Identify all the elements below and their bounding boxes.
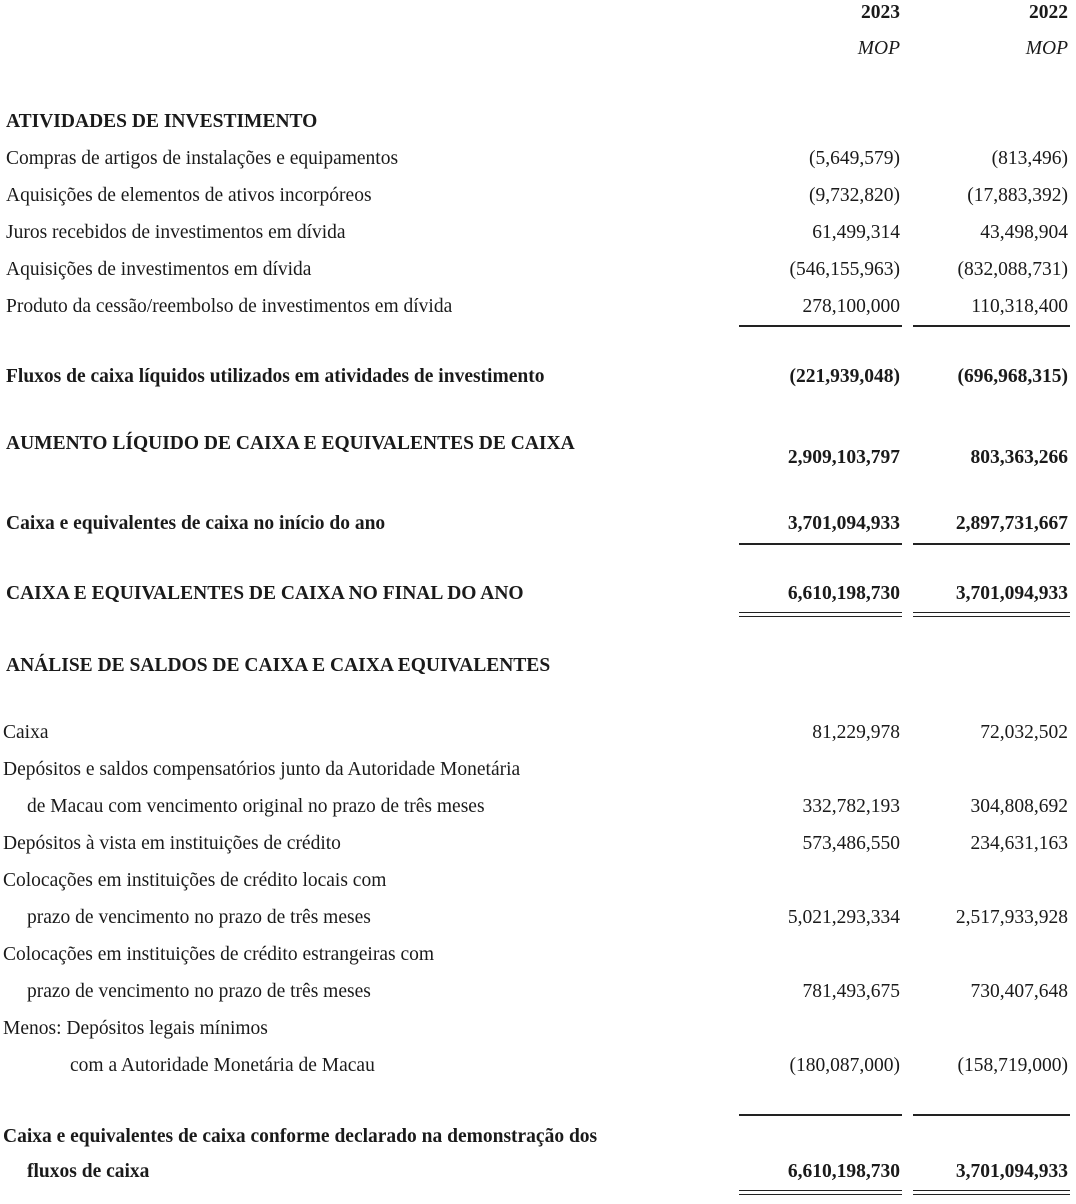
row-value-2023: (5,649,579) bbox=[809, 148, 900, 169]
row-value-2023: 332,782,193 bbox=[802, 796, 900, 817]
row-label: Caixa bbox=[3, 722, 49, 743]
row-value-2023: 61,499,314 bbox=[812, 222, 900, 243]
row-value-2023: 573,486,550 bbox=[802, 833, 900, 854]
subtotal-rule bbox=[913, 543, 1070, 545]
total-2022: 3,701,094,933 bbox=[955, 1161, 1068, 1182]
row-value-2022: 110,318,400 bbox=[971, 296, 1068, 317]
subtotal-rule bbox=[739, 325, 902, 327]
total-double-rule bbox=[739, 1190, 902, 1195]
row-label: Menos: Depósitos legais mínimos bbox=[3, 1018, 268, 1039]
row-value-2023: 5,021,293,334 bbox=[787, 907, 900, 928]
ending-cash-2023: 6,610,198,730 bbox=[787, 583, 900, 604]
row-label: Depósitos à vista em instituições de crédito bbox=[3, 833, 341, 854]
row-value-2022: (832,088,731) bbox=[957, 259, 1068, 280]
total-label-continued: fluxos de caixa bbox=[27, 1161, 150, 1182]
total-double-rule bbox=[913, 1190, 1070, 1195]
subtotal-rule bbox=[739, 1114, 902, 1116]
row-label: Produto da cessão/reembolso de investimentos em dívida bbox=[6, 296, 453, 317]
row-value-2023: (546,155,963) bbox=[789, 259, 900, 280]
row-value-2023: 81,229,978 bbox=[812, 722, 900, 743]
row-value-2023: 781,493,675 bbox=[802, 981, 900, 1002]
row-label: Colocações em instituições de crédito locais com bbox=[3, 870, 387, 891]
row-value-2023: 278,100,000 bbox=[802, 296, 900, 317]
total-double-rule bbox=[913, 612, 1070, 617]
column-header-2023: 2023 bbox=[861, 2, 900, 23]
ending-cash-label: CAIXA E EQUIVALENTES DE CAIXA NO FINAL DO ANO bbox=[6, 583, 524, 604]
total-2023: 6,610,198,730 bbox=[787, 1161, 900, 1182]
row-label-continued: prazo de vencimento no prazo de três meses bbox=[27, 907, 371, 928]
row-value-2022: 72,032,502 bbox=[980, 722, 1068, 743]
currency-2022: MOP bbox=[1025, 38, 1068, 59]
row-value-2023: (180,087,000) bbox=[789, 1055, 900, 1076]
row-value-2022: 2,517,933,928 bbox=[955, 907, 1068, 928]
row-value-2022: 234,631,163 bbox=[970, 833, 1068, 854]
beginning-cash-label: Caixa e equivalentes de caixa no início do ano bbox=[6, 513, 386, 534]
total-label: Caixa e equivalentes de caixa conforme declarado na demonstração dos bbox=[3, 1126, 598, 1147]
row-label: Colocações em instituições de crédito estrangeiras com bbox=[3, 944, 435, 965]
currency-2023: MOP bbox=[857, 38, 900, 59]
total-double-rule bbox=[739, 612, 902, 617]
column-header-2022: 2022 bbox=[1029, 2, 1068, 23]
subtotal-rule bbox=[913, 1114, 1070, 1116]
subtotal-rule bbox=[739, 543, 902, 545]
row-label: Depósitos e saldos compensatórios junto da Autoridade Monetária bbox=[3, 759, 521, 780]
net-investing-2022: (696,968,315) bbox=[957, 366, 1068, 387]
ending-cash-2022: 3,701,094,933 bbox=[955, 583, 1068, 604]
row-label: Juros recebidos de investimentos em dívida bbox=[6, 222, 346, 243]
row-label-continued: com a Autoridade Monetária de Macau bbox=[70, 1055, 375, 1076]
section-title-investing: ATIVIDADES DE INVESTIMENTO bbox=[6, 111, 318, 132]
row-value-2022: 730,407,648 bbox=[970, 981, 1068, 1002]
beginning-cash-2023: 3,701,094,933 bbox=[787, 513, 900, 534]
row-value-2022: 43,498,904 bbox=[980, 222, 1068, 243]
row-value-2022: (17,883,392) bbox=[967, 185, 1068, 206]
beginning-cash-2022: 2,897,731,667 bbox=[955, 513, 1068, 534]
net-increase-2022: 803,363,266 bbox=[970, 447, 1068, 468]
section-title-analysis: ANÁLISE DE SALDOS DE CAIXA E CAIXA EQUIVALENTES bbox=[6, 655, 551, 676]
row-label-continued: de Macau com vencimento original no prazo de três meses bbox=[27, 796, 485, 817]
row-label-continued: prazo de vencimento no prazo de três meses bbox=[27, 981, 371, 1002]
net-investing-label: Fluxos de caixa líquidos utilizados em atividades de investimento bbox=[6, 366, 545, 387]
net-increase-2023: 2,909,103,797 bbox=[787, 447, 900, 468]
row-value-2022: (813,496) bbox=[991, 148, 1068, 169]
row-value-2022: 304,808,692 bbox=[970, 796, 1068, 817]
net-increase-label: AUMENTO LÍQUIDO DE CAIXA E EQUIVALENTES DE CAIXA bbox=[6, 433, 575, 454]
row-label: Compras de artigos de instalações e equipamentos bbox=[6, 148, 399, 169]
row-label: Aquisições de elementos de ativos incorpóreos bbox=[6, 185, 372, 206]
net-investing-2023: (221,939,048) bbox=[789, 366, 900, 387]
row-value-2022: (158,719,000) bbox=[957, 1055, 1068, 1076]
subtotal-rule bbox=[913, 325, 1070, 327]
row-value-2023: (9,732,820) bbox=[809, 185, 900, 206]
row-label: Aquisições de investimentos em dívida bbox=[6, 259, 312, 280]
